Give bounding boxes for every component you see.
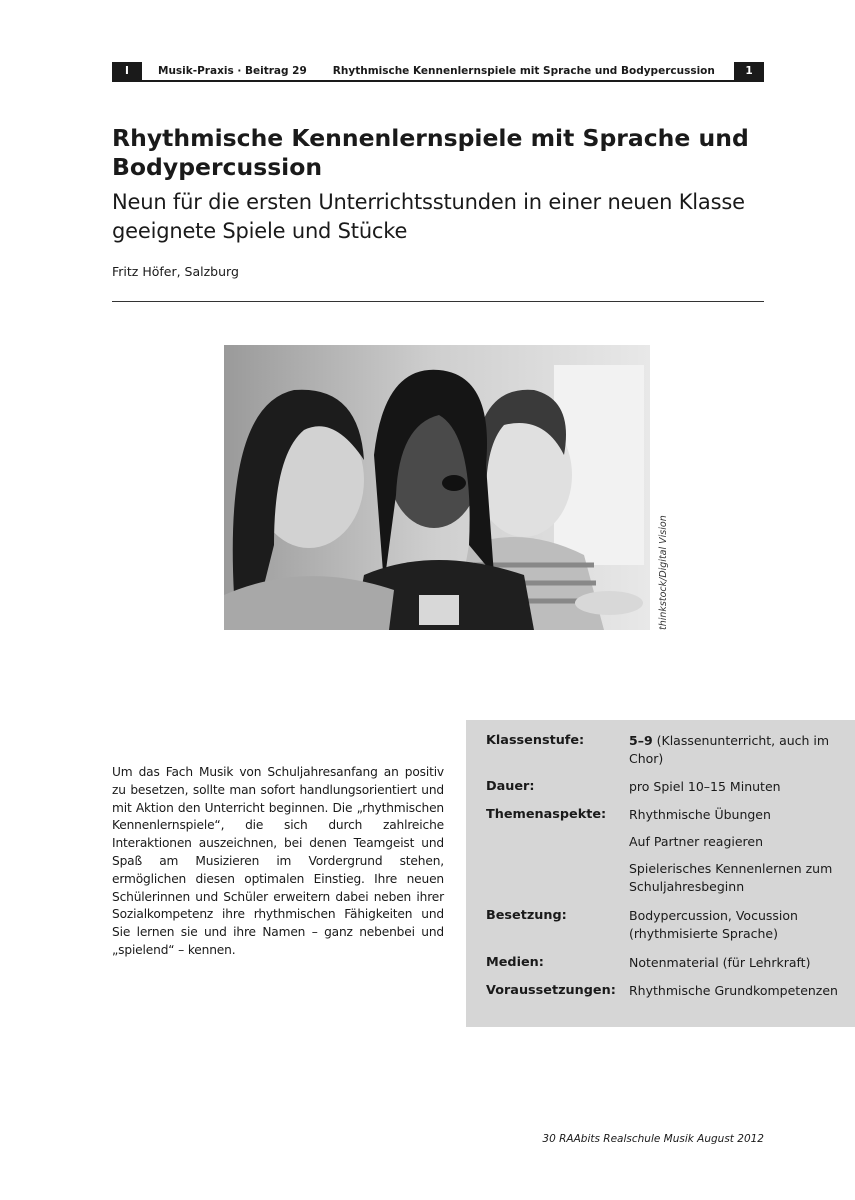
grade-range: 5–9 [629,733,653,748]
info-label: Medien: [486,955,544,970]
footer-publication: 30 RAAbits Realschule Musik August 2012 [542,1133,764,1145]
photo-credit: thinkstock/Digital Vision [658,515,669,630]
info-label: Dauer: [486,779,535,794]
header-title: Rhythmische Kennenlernspiele mit Sprache und Bodypercussion [332,65,715,77]
info-value: Notenmaterial (für Lehrkraft) [629,955,811,970]
author: Fritz Höfer, Salzburg [112,264,239,279]
theme-item: Spielerisches Kennenlernen zum Schuljahresbeginn [629,861,833,894]
photo-children-singing [224,345,650,630]
info-value: Bodypercussion, Vocussion (rhythmisierte Sprache) [629,908,798,941]
info-row-voraussetzungen [486,982,846,1000]
info-label: Klassenstufe: [486,733,585,748]
article-title: Rhythmische Kennenlernspiele mit Sprache und Bodypercussion [112,124,749,181]
info-value-list [629,806,839,896]
info-value: Rhythmische Grundkompetenzen [629,983,838,998]
info-row-dauer [486,778,846,796]
theme-item: Rhythmische Übungen [629,807,771,822]
info-row-themenaspekte [486,806,846,896]
running-header [112,62,764,82]
info-box [466,720,855,1027]
info-label: Voraussetzungen: [486,983,616,998]
info-label: Themenaspekte: [486,807,607,822]
series-label: Musik-Praxis · Beitrag 29 [158,65,307,77]
info-row-medien [486,954,846,972]
article-subtitle: Neun für die ersten Unterrichtsstunden in einer neuen Klasse geeignete Spiele und Stücke [112,190,745,243]
info-row-besetzung [486,907,846,943]
info-value [629,732,839,768]
divider [112,301,764,302]
theme-item: Auf Partner reagieren [629,834,764,849]
info-label: Besetzung: [486,908,567,923]
info-row-klassenstufe [486,732,846,768]
info-value: pro Spiel 10–15 Minuten [629,779,781,794]
page-number: 1 [734,62,764,80]
section-number: I [112,62,142,80]
grade-note: (Klassenunterricht, auch im Chor) [629,733,830,766]
intro-paragraph: Um das Fach Musik von Schuljahresanfang an positiv zu besetzen, sollte man sofort handlungsorientiert und mit Aktion den Unterricht beginnen. Die „rhythmischen Kennenlernspiele“, die sich durch zahlreiche Interaktionen auszeichnen, bei denen Teamgeist und Spaß am Musizieren im Vordergrund stehen, ermöglichen diesen optimalen Einstieg. Ihre neuen Schülerinnen und Schüler erweitern dabei neben ihrer Sozialkompetenz ihre rhythmischen Fähigkeiten und Sie lernen sie und ihre Namen – ganz nebenbei und „spielend“ – kennen. [112,765,444,957]
